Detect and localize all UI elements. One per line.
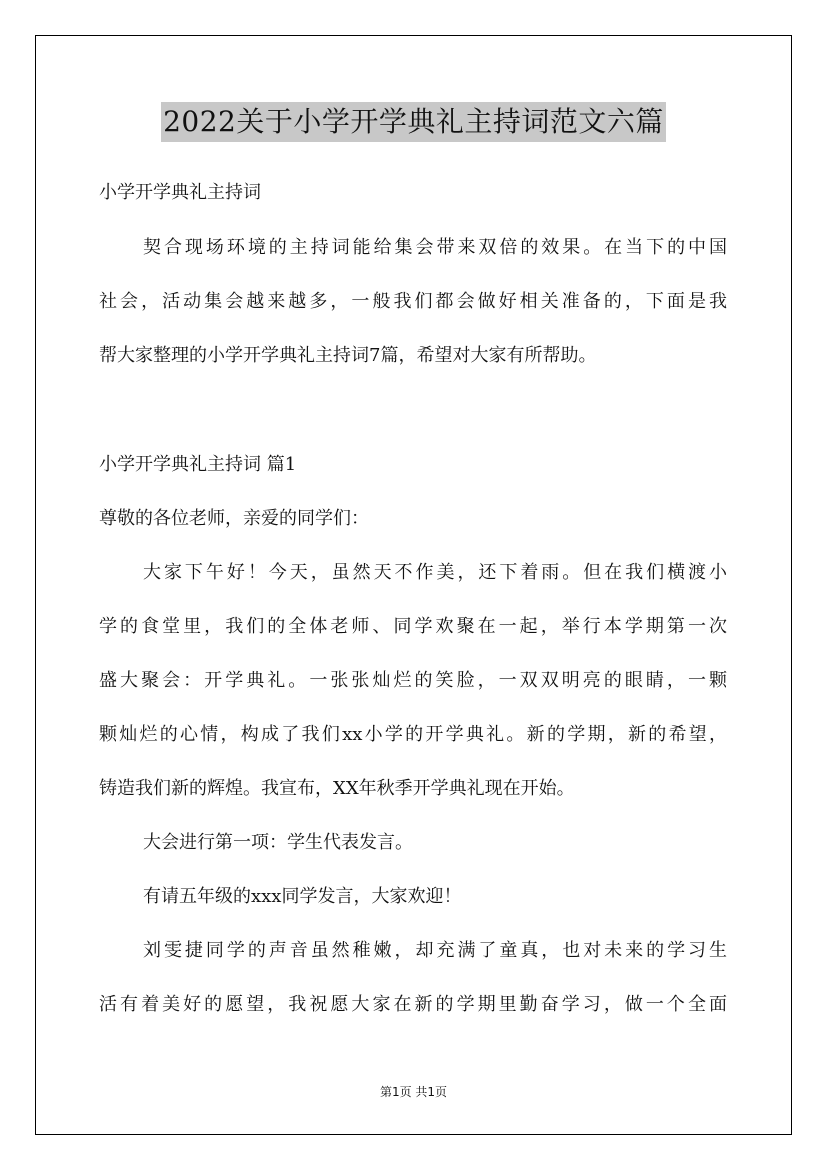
document-title: 2022关于小学开学典礼主持词范文六篇: [161, 102, 666, 142]
paragraph-line: 社会，活动集会越来越多，一般我们都会做好相关准备的，下面是我: [99, 291, 727, 312]
paragraph-line: 学的食堂里，我们的全体老师、同学欢聚在一起，举行本学期第一次: [99, 616, 727, 637]
salutation-line: 尊敬的各位老师，亲爱的同学们：: [99, 508, 369, 529]
paragraph-line: 盛大聚会：开学典礼。一张张灿烂的笑脸，一双双明亮的眼睛，一颗: [99, 670, 727, 691]
section-heading: 小学开学典礼主持词: [99, 182, 261, 203]
page-footer: 第1页 共1页: [379, 1085, 448, 1099]
title-container: [0, 102, 827, 142]
paragraph-line: 颗灿烂的心情，构成了我们xx小学的开学典礼。新的学期，新的希望，: [99, 724, 727, 745]
paragraph-line: 刘雯捷同学的声音虽然稚嫩，却充满了童真，也对未来的学习生: [143, 940, 727, 961]
paragraph-line: 大家下午好！今天，虽然天不作美，还下着雨。但在我们横渡小: [143, 562, 727, 583]
paragraph-line: 帮大家整理的小学开学典礼主持词7篇，希望对大家有所帮助。: [99, 345, 597, 366]
section-heading: 小学开学典礼主持词 篇1: [99, 454, 297, 475]
paragraph-line: 铸造我们新的辉煌。我宣布，XX年秋季开学典礼现在开始。: [99, 778, 575, 799]
paragraph-line: 大会进行第一项：学生代表发言。: [143, 832, 413, 853]
paragraph-line: 契合现场环境的主持词能给集会带来双倍的效果。在当下的中国: [143, 237, 727, 258]
paragraph-line: 活有着美好的愿望，我祝愿大家在新的学期里勤奋学习，做一个全面: [99, 994, 727, 1015]
paragraph-line: 有请五年级的xxx同学发言，大家欢迎！: [143, 886, 462, 907]
